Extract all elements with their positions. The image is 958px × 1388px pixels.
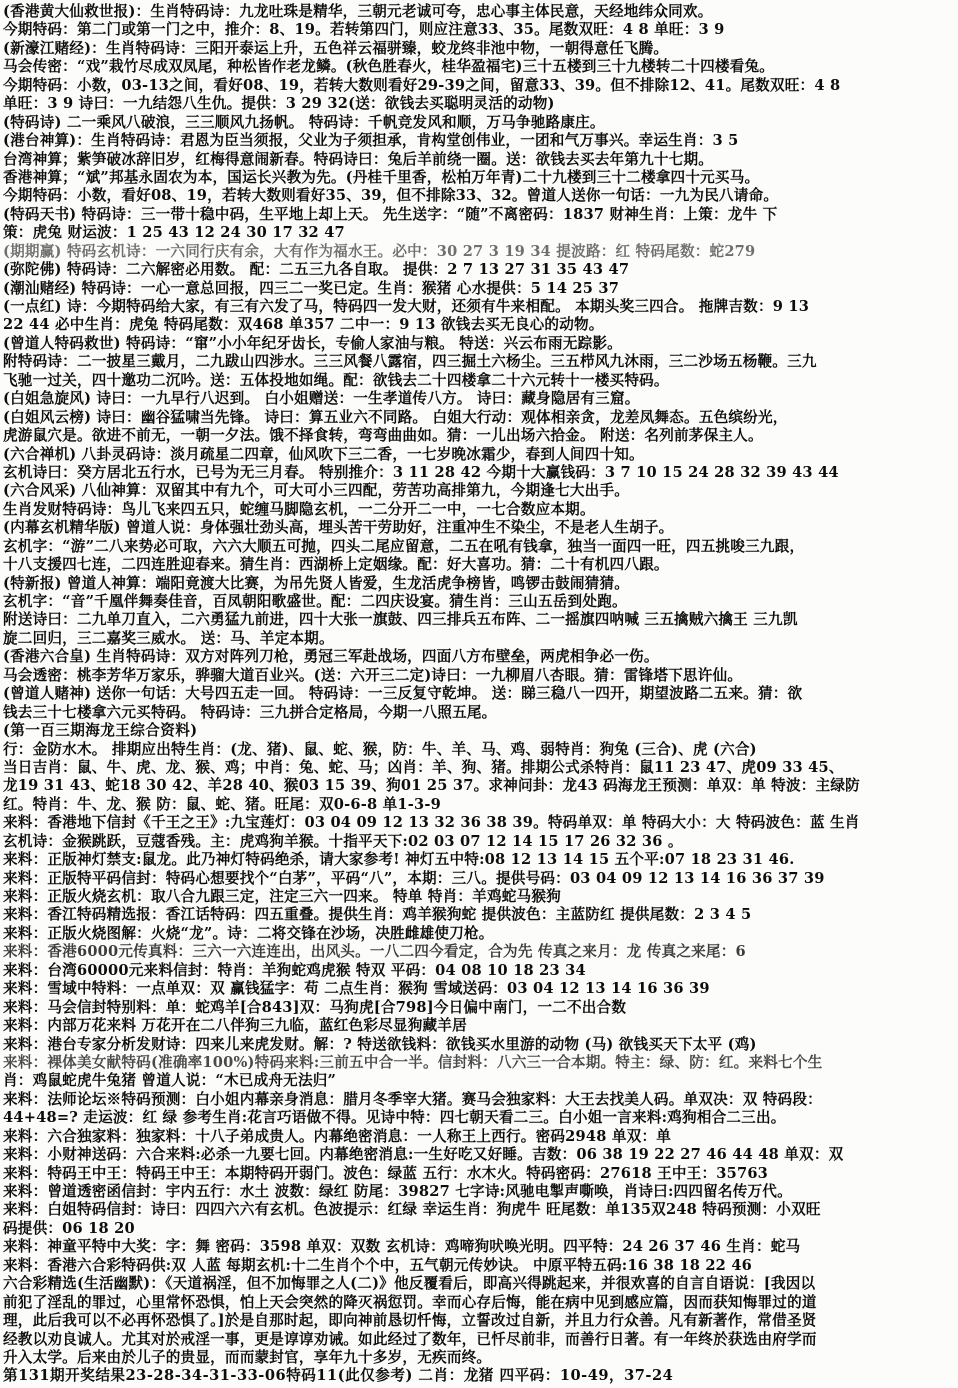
text-line: (港台神算)：生肖特码诗：君恩为臣当须报，父业为子须担承，肯构堂创伟业，一团和气万事兴。幸运生肖：3 5 [3, 132, 739, 150]
text-line: 旋二回归，三二嘉奖三威水。 送：马、羊定本期。 [3, 629, 334, 647]
text-line: 来料：香港6000元传真料：三六一六连连出，出风头。一八二四今看定，合为先 传真之来月：龙 传真之来尾：6 [3, 943, 746, 961]
text-line: (白姐风云榜) 诗曰：幽谷猛啸当先锋。 诗曰：算五业六不同路。 白姐大行动：观体相亲贪，龙差凤舞态。五色缤纷光， [3, 408, 788, 426]
text-line: (特新报) 曾道人神算：端阳竟渡大比赛，为吊先贤人皆爱，生龙活虎争榜皆，鸣锣击鼓闹猜猜。 [3, 574, 630, 592]
text-line: (内幕玄机精华版) 曾道人说：身体强壮劲头高，埋头苦干劳助好，注重冲生不染尘，不是老人生胡子。 [3, 519, 674, 537]
text-line: 玄机诗曰：癸方居北五行水，已号为无三月春。 特别推介：3 11 28 42 今期十大赢钱码：3 7 10 15 24 28 32 39 43 44 [3, 463, 839, 481]
text-line: 策：虎兔 财运波：1 25 43 12 24 30 17 32 47 [3, 224, 345, 242]
text-line: 玄机诗：金猴跳跃，豆蔻香残。主：虎鸡狗羊猴。十指平天下:02 03 07 12 14 15 17 26 32 36 。 [3, 832, 683, 850]
text-line: (曾道人赌神) 送你一句话：大号四五走一回。 特码诗：一三反复守乾坤。 送：睇三稳八一四开，期望波路二五来。猜：欲 [3, 685, 803, 703]
text-line: 钱去三十七楼拿六元买特码。 特码诗：三九拼合定格局，今期一八照五尾。 [3, 703, 497, 721]
text-line: (一点红) 诗：今期特码给大家，有三有六发了马，特码四一发大财，还须有牛来相配。 本期头奖三四合。 拖牌吉数：9 13 [3, 298, 810, 315]
text-line: (弥陀佛) 特码诗：二六解密必用数。 配：二五三九各自取。 提供：2 7 13 27 31 35 43 47 [3, 261, 630, 279]
text-line: 来料：香港地下信封《千王之王》:九宝莲灯：03 04 09 12 13 32 36 38 39。特码单双：单 特码大小：大 特码波色：蓝 生肖 [3, 814, 860, 832]
text-line: 红。特肖：牛、龙、猴 防：鼠、蛇、猪。旺尾：双0-6-8 单1-3-9 [3, 795, 441, 813]
text-line: 码提供：06 18 20 [3, 1219, 135, 1237]
text-line: 香港神算；“斌”邦基永固农为本，国运长兴教为先。(丹桂千里香，松柏万年青)二十九楼到三十二楼拿四十元买马。 [3, 168, 760, 186]
text-line: 马会传密：“戏”栽竹尽成双凤尾，种松皆作老龙鳞。(秋色胜春火，桂华盈福宅)三十五楼到三十九楼转二十四楼看兔。 [3, 58, 775, 76]
text-line: 来料：香江特码精选报：香江话特码：四五重叠。提供生肖：鸡羊猴狗蛇 提供波色：主蓝防红 提供尾数：2 3 4 5 [3, 906, 752, 924]
text-line: (第一百三期海龙王综合资料) [3, 722, 198, 740]
text-line: 来料：台湾60000元来料信封：特肖：羊狗蛇鸡虎猴 特双 平码：04 08 10 18 23 34 [3, 961, 586, 979]
text-line: (期期赢) 特码玄机诗：一六同行庆有余，大有作为福水王。必中：30 27 3 19 34 提波路：红 特码尾数：蛇279 [3, 242, 756, 260]
text-line: 虎游鼠穴是。欲进不前无，一朝一夕法。饿不择食转，弯弯曲曲如。猜：一儿出场六拾金。 附送：名列前茅保主人。 [3, 427, 763, 445]
text-line: 来料：曾道透密函信封：宇内五行：水土 波数：绿红 防尾：39827 七字诗:风驰电掣声嘶唤，肖诗曰:四四留名传万代。 [3, 1183, 792, 1200]
document-text-body [3, 3, 956, 1386]
text-line: 来料：特码王中王：特码王中王：本期特码开弱门。波色：绿蓝 五行：水木火。特码密码：27618 王中王：35763 [3, 1164, 769, 1182]
text-line: 来料：马会信封特别料：单：蛇鸡羊[合843]双：马狗虎[合798]今日偏中南门，一二不出合数 [3, 998, 627, 1016]
text-line: 行：金防水木。 排期应出特生肖：(龙、猪)、鼠、蛇、猴，防：牛、羊、马、鸡、弱特肖：狗兔 (三合)、虎 (六合) [3, 740, 757, 758]
text-line: 当日吉肖：鼠、牛、虎、龙、猴、鸡；中肖：兔、蛇、马；凶肖：羊、狗、猪。排期公式杀特肖：鼠11 23 47、虎09 33 45、 [3, 758, 844, 776]
text-line: 来料：神童平特中大奖：字：舞 密码：3598 单双：双数 玄机诗：鸡啼狗吠唤光明。四平特：24 26 37 46 生肖：蛇马 [3, 1238, 801, 1256]
text-line: 前犯了淫乱的罪过，心里常怀恐惧，怕上天会突然的降灭祸愆罚。幸而心存后悔，能在病中见到感应篇，因而获知悔罪过的道 [3, 1293, 817, 1311]
text-line: 升入太学。后来由於儿子的贵显，而而蒙封官，享年九十多岁，无疾而终。 [3, 1348, 492, 1366]
text-line: 六合彩精选(生活幽默)：《天道祸淫，但不加悔罪之人(二)》他反覆看后，即高兴得跳起来，并很欢喜的自言自语说：[我因以 [3, 1275, 816, 1293]
text-line: 44+48=? 走运波：红 绿 参考生肖:花言巧语做不得。见诗中特：四七朝天看二三。白小姐一言来料:鸡狗相合二三出。 [3, 1109, 786, 1127]
text-line: (六合禅机) 八卦灵码诗：淡月疏星二四章，仙风吹下三二香，一七岁晚冰霜少，春到人间四十知。 [3, 445, 644, 463]
text-line: 马会透密：桃李芳华万家乐，骅骝大道百业兴。(送：六开三二定)诗曰：一九柳眉八杏眼。猜：雷锋塔下思许仙。 [3, 666, 743, 684]
text-line: (特码天书) 特码诗：三一带十稳中码，生平地上却上天。 先生送字：“随”不离密码：1837 财神生肖：上策：龙牛 下 [3, 205, 778, 223]
text-line: 十八支援四七连，二四连胜迎春来。猜生肖：西湖桥上定姻缘。配：好大喜功。猜：二十有机四八跟。 [3, 556, 669, 574]
text-line: 玄机字：“游”二八来势必可取，六六大顺五可抛，四头二尾应留意，二五在吼有钱拿，独当一面四一旺，四五挑唆三九跟， [3, 537, 805, 555]
text-line: (潮汕赌经) 特码诗：一心一意总回报，四三二一奖已定。生肖：猴猪 心水提供：5 14 25 37 [3, 279, 620, 297]
text-line: 生肖发财特码诗：鸟儿飞来四五只，蛇缠马脚隐玄机，一二分开二一中，一七合数应本期。 [3, 500, 595, 518]
text-line: (曾道人特码救世) 特码诗：“窜”小小年纪牙齿长，专偷人家油与粮。 特送：兴云布雨无踪影。 [3, 334, 622, 352]
text-line: 来料：小财神送码：六合来料:必杀一九要七回。内幕绝密消息:一生好吃又好睡。吉数：06 38 19 22 27 46 44 48 单双：双 [3, 1146, 844, 1164]
text-line: (新濠江赌经)：生肖特码诗：三阳开泰运上升，五色祥云福骈臻，蛟龙终非池中物，一朝得意任飞腾。 [3, 39, 669, 57]
text-line: 经教以劝良诚人。尤其对於戒淫一事，更是谆谆劝诫。如此经过了数年，已忏尽前非，而善行日著。有一年终於获选由府学而 [3, 1330, 817, 1348]
text-line: 龙19 31 43、蛇18 30 42、羊28 40、猴03 15 39、狗01 25 37。求神问卦：龙43 码海龙王预测：单双：单 特波：主绿防 [3, 777, 860, 795]
text-line: 附特码诗：二一披星三戴月，二九跋山四涉水。三三风餐八露宿，四三掘土六杨尘。三五栉风九沐雨，三二沙场五杨鞭。三九 [3, 353, 817, 371]
text-line: 来料：正版神灯禁支:鼠龙。此乃神灯特码绝杀，请大家参考! 神灯五中特:08 12 13 14 15 五个平:07 18 23 31 46. [3, 851, 795, 869]
text-line: 来料：裸体美女献特码(准确率100%)特码来料:三前五中合一半。信封料：八六三一合本期。特主：绿、防：红。来料七个生 [3, 1053, 823, 1071]
text-line: 来料：香港六合彩特码供:双 人蓝 每期玄机:十二生肖个个中，五气朝元传妙诀。 中原平特五码:16 38 18 22 46 [3, 1256, 753, 1274]
text-line: (香港黄大仙救世报)：生肖特码诗：九龙吐珠是精华，三朝元老诚可夸，忠心事主体民意，天经地纬众同欢。 [3, 3, 713, 20]
text-line: 单旺：3 9 诗曰：一九结怨八生仇。提供：3 29 32(送：欲钱去买聪明灵活的动物) [3, 95, 555, 113]
text-line: 来料：法师论坛※特码预测：白小姐内幕亲身消息：腊月冬季宰大猪。赛马会独家料：大王去找美人码。单双决：双 特码段： [3, 1090, 822, 1108]
text-line: 今期特码：小数，03-13之间，看好08、19，若转大数则看好29-39之间，留意33、39。但不排除12、41。尾数双旺：4 8 [3, 76, 841, 94]
text-line: (香港六合皇) 生肖特码诗：双方对阵列刀枪，勇冠三军赴战场，四面八方布壁垒，两虎相争必一伤。 [3, 648, 659, 666]
text-line: 理，此后我可以不必再怀恐惧了。]於是自那时起，即向神前恳切忏悔，立誓改过自新，并且力行众善。凡有新著作，常借圣贤 [3, 1312, 817, 1330]
text-line: 附送诗曰：二九单刀直入，二六勇猛九前进，四十大张一旗鼓、四三排兵五布阵、二一摇旗四呐喊 三五擒贼六擒王 三九凯 [3, 611, 798, 629]
text-line: 玄机字：“音”千凰伴舞奏佳音，百凤朝阳歌盛世。配：二四庆设宴。猜生肖：三山五岳到处跑。 [3, 593, 627, 610]
text-line: 第131期开奖结果23-28-34-31-33-06特码11(此仅参考) 二肖：龙猪 四平码：10-49，37-24 [3, 1367, 674, 1385]
text-line: 来料：白姐特码信封：诗曰：四四六六有玄机。色波提示：红绿 幸运生肖：狗虎牛 旺尾数：单135双248 特码预测：小双旺 [3, 1201, 821, 1219]
text-line: 22 44 必中生肖：虎兔 特码尾数：双468 单357 二中一：9 13 欲钱去买无良心的动物。 [3, 316, 604, 334]
text-line: 来料：正版特平码信封：特码心想要找个“白茅”，平码“八”，本期：三八。提供号码：03 04 09 12 13 14 16 36 37 39 [3, 869, 825, 887]
text-line: 肖：鸡鼠蛇虎牛兔猪 曾道人说：“木已成舟无法归” [3, 1072, 337, 1090]
text-line: 来料：六合独家料：独家料：十八子弟成贵人。内幕绝密消息：一人称王上西行。密码2948 单双：单 [3, 1127, 672, 1145]
text-line: 来料：正版火烧玄机：取八合九跟三定，注定三六一四来。 特单 特肖：羊鸡蛇马猴狗 [3, 888, 561, 905]
text-line: 今期特码：第二门或第一门之中，推介：8、19。若转第四门，则应注意33、35。尾数双旺：4 8 单旺：3 9 [3, 21, 725, 39]
text-line: 今期特码：小数，看好08、19，若转大数则看好35、39，但不排除33、32。曾道人送你一句话：一九为民八请命。 [3, 187, 779, 205]
text-line: 来料：雪域中特料：一点单双：双 赢钱猛字：苟 二点生肖：猴狗 雪域送码：03 04 12 13 14 16 36 39 [3, 980, 710, 998]
text-line: (白姐急旋风) 诗曰：一九早行八迟到。 白小姐赠送：一生孝道传八方。 诗曰：藏身隐居有三窟。 [3, 390, 640, 408]
text-line: 飞驰一过关，四十邀功二沉吟。送：五体投地如绳。配：欲钱去二十四楼拿二十六元转十一楼买特码。 [3, 371, 669, 389]
text-line: 来料：内部万花来料 万花开在二八伴狗三九临，蓝红色彩尽显狗藏羊居 [3, 1017, 467, 1035]
text-line: (六合风采) 八仙神算：双留其中有九个，可大可小三四配，劳苦功高排第九，今期逢七大出手。 [3, 482, 630, 500]
text-line: 台湾神算；紫笋破冰辞旧岁，红梅得意闹新春。特码诗曰：兔后羊前绕一圈。送：欲钱去买去年第九十七期。 [3, 150, 714, 168]
text-line: (特码诗) 二一乘风八破浪，三三顺风九扬帆。 特码诗：千帆竞发风和顺，万马争驰路康庄。 [3, 113, 605, 131]
text-line: 来料：正版火烧图解：火烧“龙”。诗：二将交锋在沙场，决胜雌雄使刀枪。 [3, 924, 494, 942]
text-line: 来料：港台专家分析发财诗：四来儿来虎发财。解：? 特送欲钱料：欲钱买水里游的动物 (马) 欲钱买天下太平 (鸡) [3, 1035, 757, 1053]
